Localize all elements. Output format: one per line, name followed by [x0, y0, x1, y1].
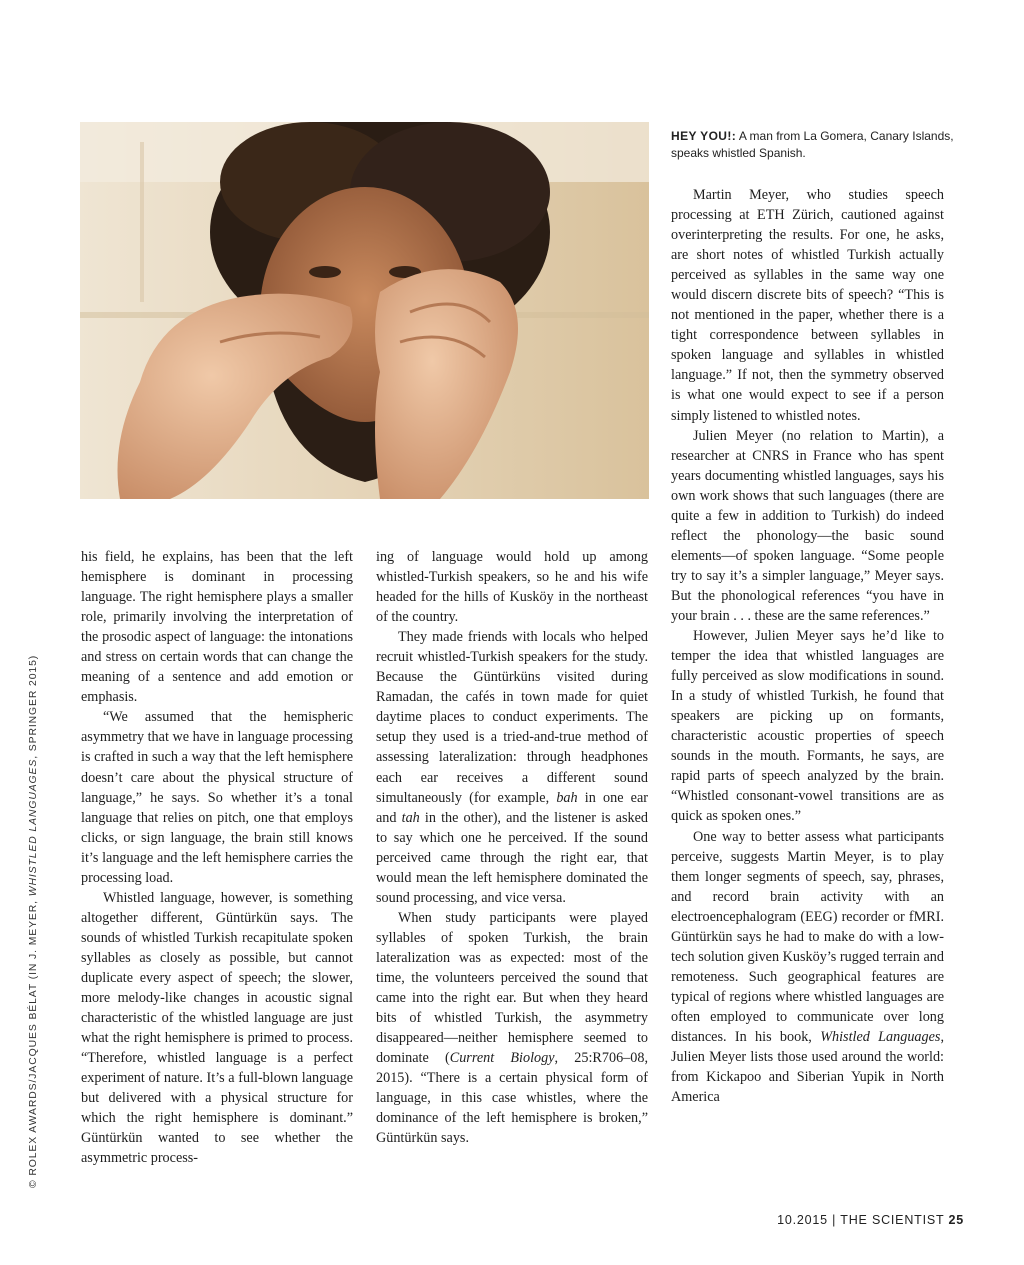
article-column-3 — [671, 185, 944, 1107]
paragraph: ing of language would hold up among whistled-Turkish speakers, so he and his wife headed for the hills of Kusköy in the northeast of the country. — [376, 549, 648, 626]
caption-label: HEY YOU!: — [671, 129, 737, 143]
paragraph: However, Julien Meyer says he’d like to temper the idea that whistled languages are fully perceived as slow modifications in sound. In a study of whistled Turkish, he found that speakers are picking up on formants, characteristic acoustic properties of speech sounds in the mouth. Formants, he says, are rapid parts of speech analyzed by the brain. “Whistled consonant-vowel transitions are as quick as spoken ones.” — [671, 628, 944, 825]
text-run: , 25:R706–08, 2015). “There is a certain physical form of language, in this case whistles, where the dominance of the left hemisphere is broken,” Güntürkün says. — [376, 1050, 648, 1147]
text-run: One way to better assess what participants perceive, suggests Martin Meyer, is to play them longer segments of speech, say, phrases, and record brain activity with an electroencephalogram (EEG) recorder or fMRI. Güntürkün says he had to make do with a low-tech solution given Kusköy’s rugged terrain and remoteness. Such geographical features are typical of regions where whistled languages are often employed to communicate over long distances. In his book, — [671, 828, 944, 1045]
footer-separator: | — [827, 1213, 841, 1227]
paragraph: “We assumed that the hemispheric asymmetry that we have in language processing is crafted in such a way that the left hemisphere doesn’t care about the physical structure of language,” he says. So whether it’s a tonal language that relies on pitch, one that employs clicks, or sign language, the brain still knows it’s language and the left hemisphere carries the processing load. — [81, 709, 353, 886]
italic-run: bah — [556, 789, 578, 806]
paragraph: his field, he explains, has been that the left hemisphere is dominant in processing language. The right hemisphere plays a smaller role, primarily involving the interpretation of the prosodic aspect of language: the intonations and stress on certain words that can change the meaning of a sentence and add emotion or emphasis. — [81, 549, 353, 706]
italic-run: Current Biology — [449, 1050, 555, 1067]
photo-man-whistling-image — [80, 122, 649, 499]
article-column-1 — [81, 547, 353, 1168]
paragraph: Martin Meyer, who studies speech processing at ETH Zürich, cautioned against overinterpreting the results. For one, he asks, are short notes of whistled Turkish actually perceived as syllables in the same way one would discern discrete bits of speech? “This is not mentioned in the paper, whether there is a tight correspondence between syllables in spoken language and syllables in whistled language.” If not, then the symmetry observed is what one would expect to see if a person simply listened to whistled notes. — [671, 187, 944, 424]
text-run: They made friends with locals who helped recruit whistled-Turkish speakers for the study. Because the Güntürküns visited during Ramadan, the cafés in town made for quiet daytime places to conduct experiments. The setup they used is a tried-and-true method of assessing lateralization: through headphones each ear receives a different sound simultaneously (for example, — [376, 629, 648, 806]
photo-credit — [28, 655, 39, 1188]
text-run: , Julien Meyer lists those used around the world: from Kickapoo and Siberian Yupik in North America — [671, 1028, 944, 1106]
italic-run: Whistled Languages — [820, 1028, 941, 1045]
caption-text: A man from La Gomera, Canary Islands, speaks whistled Spanish. — [671, 129, 954, 160]
article-column-2 — [376, 547, 648, 1148]
magazine-name: THE SCIENTIST — [840, 1213, 945, 1227]
italic-run: tah — [401, 809, 420, 826]
credit-italic: WHISTLED LANGUAGES — [28, 758, 39, 897]
credit-after: , SPRINGER 2015) — [28, 654, 39, 759]
paragraph: Julien Meyer (no relation to Martin), a researcher at CNRS in France who has spent years documenting whistled languages, says his own work shows that such languages (there are quite a few in addition to Turkish) do indeed reflect the phonology—the basic sound elements—of spoken language. “Some people try to say it’s a simpler language,” Meyer says. But the phonological references “you have in your brain . . . these are the same references.” — [671, 427, 944, 624]
text-run: When study participants were played syllables of spoken Turkish, the brain lateralization was as expected: most of the time, the volunteers perceived the sound that came into the right ear. But when they heard bits of whistled Turkish, the asymmetry disappeared—neither hemisphere seemed to dominate ( — [376, 909, 648, 1067]
paragraph — [376, 908, 648, 1149]
paragraph — [376, 627, 648, 908]
article-photo — [80, 122, 649, 499]
paragraph: Whistled language, however, is something altogether different, Güntürkün says. The sounds of whistled Turkish recapitulate spoken syllables as closely as possible, but cannot duplicate every aspect of speech; the slower, more melody-like changes in acoustic signal characteristic of the whistled language are just what the right hemisphere is primed to process. “Therefore, whistled language is a perfect experiment of nature. It’s a full-blown language but delivered with a physical structure for which the right hemisphere is dominant.” Güntürkün wanted to see whether the asymmetric process- — [81, 889, 353, 1167]
text-run: in the other), and the listener is asked to say which one he perceived. If the sound perceived came through the right ear, that would mean the left hemisphere dominated the sound processing, and vice versa. — [376, 809, 648, 906]
issue-date: 10.2015 — [777, 1213, 828, 1227]
page-footer — [777, 1213, 964, 1227]
paragraph — [671, 827, 944, 1108]
text-run: in one ear and — [376, 789, 648, 826]
photo-caption — [671, 128, 971, 162]
credit-before: © ROLEX AWARDS/JACQUES BÉLAT (IN J. MEYER, — [28, 896, 39, 1188]
page-number: 25 — [948, 1213, 964, 1227]
